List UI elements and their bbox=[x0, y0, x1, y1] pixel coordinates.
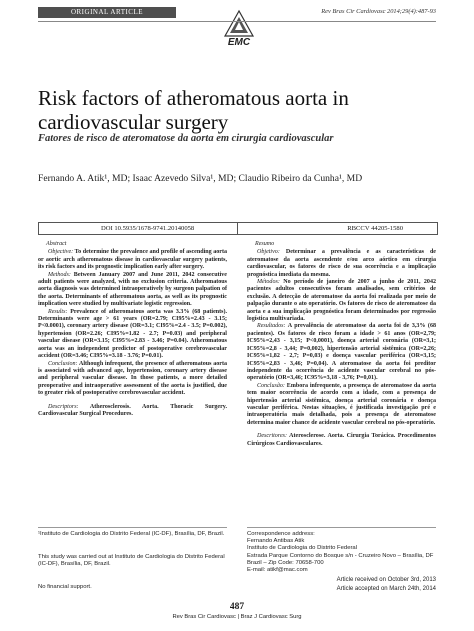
correspondence-line: Correspondence address: bbox=[247, 531, 315, 537]
resumo-methods: Métodos: No período de janeiro de 2007 a junho de 2011, 2042 pacientes adultos consecutivos foram analisados, sem critérios de exclusão. A detecção de ateromatose da aorta foi realizada por meio de palpação durante o ato operatório. Os fatores de risco de ateromatose da aorta e a sua implicação prognóstica foram determinados por regressão logística multivariada. bbox=[247, 279, 436, 323]
abstract-methods: Methods: Between January 2007 and June 2011, 2042 consecutive adult patients were analyzed, with no exclusion criteria. Atheromatous aorta diagnosis was determined intraoperatively by surgeon palpation of the aorta. Determinants of atheromatous aorta, as well as its prognostic implication were studied by multivariate logistic regression. bbox=[38, 271, 227, 308]
rbccv-code: RBCCV 44205-1580 bbox=[347, 225, 403, 232]
resumo-heading: Resumo bbox=[255, 241, 275, 247]
correspondence-line: Estrada Parque Contorno do Bosque s/n - Cruzeiro Novo – Brasília, DF bbox=[247, 552, 434, 559]
correspondence-line: Instituto de Cardiologia do Distrito Federal bbox=[247, 545, 358, 552]
abstract-descriptors: Descriptors: Atherosclerosis. Aorta. Thoracic Surgery. Cardiovascular Surgical Procedures. bbox=[38, 403, 227, 417]
correspondence-block bbox=[247, 531, 436, 574]
logo-text: EMC bbox=[227, 37, 251, 48]
doi-divider bbox=[237, 223, 238, 234]
abstract-heading: Abstract bbox=[46, 241, 67, 247]
abstract-objective: Objective: To determine the prevalence and profile of ascending aorta or aortic arch atheromatous disease in cardiovascular surgery patients, its risk factors and its prognostic implication early after surgery. bbox=[38, 249, 227, 271]
article-dates bbox=[337, 576, 436, 594]
resumo-results: Resultados: A prevalência de ateromatose da aorta foi de 3,3% (68 pacientes). Os fatores de risco foram a idade > 61 anos (OR=2,79; IC95%=2,43 - 3,15; P<0,0001), doença arterial coronária (OR=3,1; IC95%=2,8 - 3,44; P=0,002), hipertensão arterial sistêmica (OR=2,26; IC95%=1,82 - 2,7; P=0,03) e doença vascular periférica (OR=3,15; IC95%=2,83 - 3,46; P=0,04). A ateromatose da aorta foi preditor independente da ocorrência de acidente vascular cerebral no pós-operatório (OR=3,46; IC95%=3,18 - 3,76; P=0,01). bbox=[247, 323, 436, 382]
accepted-date: Article accepted on March 24th, 2014 bbox=[336, 586, 436, 592]
resumo-column bbox=[247, 241, 436, 448]
article-subtitle: Fatores de risco de ateromatose da aorta em cirurgia cardiovascular bbox=[38, 133, 334, 144]
resumo-descriptors: Descritores: Aterosclerose. Aorta. Cirurgia Torácica. Procedimentos Cirúrgicos Cardiovasculares. bbox=[247, 433, 436, 447]
correspondence-line: Brazil – Zip Code: 70658-700 bbox=[247, 559, 324, 566]
footnote-rule-right bbox=[247, 527, 436, 528]
resumo-objective: Objetivo: Determinar a prevalência e as características de ateromatose da aorta ascendente e/ou arco aórtico em cirurgia cardiovascular, os fatores de risco de sua ocorrência e a implicação prognóstica imediata da mesma. bbox=[247, 249, 436, 278]
abstract-column bbox=[38, 241, 227, 418]
page-number: 487 bbox=[229, 602, 245, 612]
doi: DOI 10.5935/1678-9741.20140058 bbox=[101, 225, 195, 232]
article-title: Risk factors of atheromatous aorta in cardiovascular surgery bbox=[38, 86, 349, 134]
footer-journal: Rev Bras Cir Cardiovasc | Braz J Cardiovasc Surg bbox=[172, 614, 302, 620]
received-date: Article received on October 3rd, 2013 bbox=[336, 577, 436, 583]
abstract-conclusion: Conclusion: Although infrequent, the presence of atheromatous aorta is associated with advanced age, hypertension, coronary artery disease and peripheral vascular disease. In those patients, a more detailed preoperative and intraoperative assessment of the aorta is justified, due to greater risk of postoperative cerebrovascular accident. bbox=[38, 360, 227, 397]
emc-logo-icon bbox=[219, 9, 259, 39]
correspondence-email: E-mail: atikf@mac.com bbox=[247, 567, 308, 574]
correspondence-line: Fernando Antibas Atik bbox=[247, 538, 305, 545]
doi-box bbox=[38, 222, 438, 235]
affiliation-note: ¹Instituto de Cardiologia do Distrito Federal (IC-DF), Brasília, DF, Brazil. bbox=[38, 531, 225, 537]
resumo-conclusion: Conclusão: Embora infrequente, a presença de ateromatose da aorta tem maior ocorrência de acordo com a idade, com a presença de hipertensão arterial sistêmica, doença arterial coronária e doença vascular periférica. Nestas situações, é justificada investigação pré e intraoperatória mais detalhada, pois a presença de ateromatose determina maior chance de acidente vascular cerebral no pós-operatório. bbox=[247, 382, 436, 426]
study-note: This study was carried out at Instituto de Cardiologia do Distrito Federal (IC-DF), Brasília, DF, Brazil. bbox=[38, 554, 225, 568]
footnote-rule-left bbox=[38, 527, 227, 528]
emc-logo bbox=[219, 9, 259, 49]
header-rule bbox=[38, 21, 436, 22]
author-list: Fernando A. Atik¹, MD; Isaac Azevedo Silva¹, MD; Claudio Ribeiro da Cunha¹, MD bbox=[38, 173, 363, 184]
abstract-results: Results: Prevalence of atheromatous aorta was 3.3% (68 patients). Determinants were age > 61 years (OR=2.79; CI95%=2.43 - 3.15; P<0.0001), coronary artery disease (OR=3.1; CI95%=2.4 - 3.5; P=0.002), hypertension (OR=2.26; CI95%=1.82 - 2.7; P=0.03) and peripheral vascular disease (OR=3.15; CI95%=2.83 - 3.46; P=0.04). Atheromatous aorta was an independent predictor of postoperative cerebrovascular accident (OR=3.46; CI95%=3.18 - 3.76; P=0.01). bbox=[38, 308, 228, 360]
section-label: ORIGINAL ARTICLE bbox=[38, 7, 176, 18]
funding-note: No financial support. bbox=[38, 584, 92, 590]
journal-citation: Rev Bras Cir Cardiovasc 2014;29(4):487-93 bbox=[321, 8, 436, 15]
